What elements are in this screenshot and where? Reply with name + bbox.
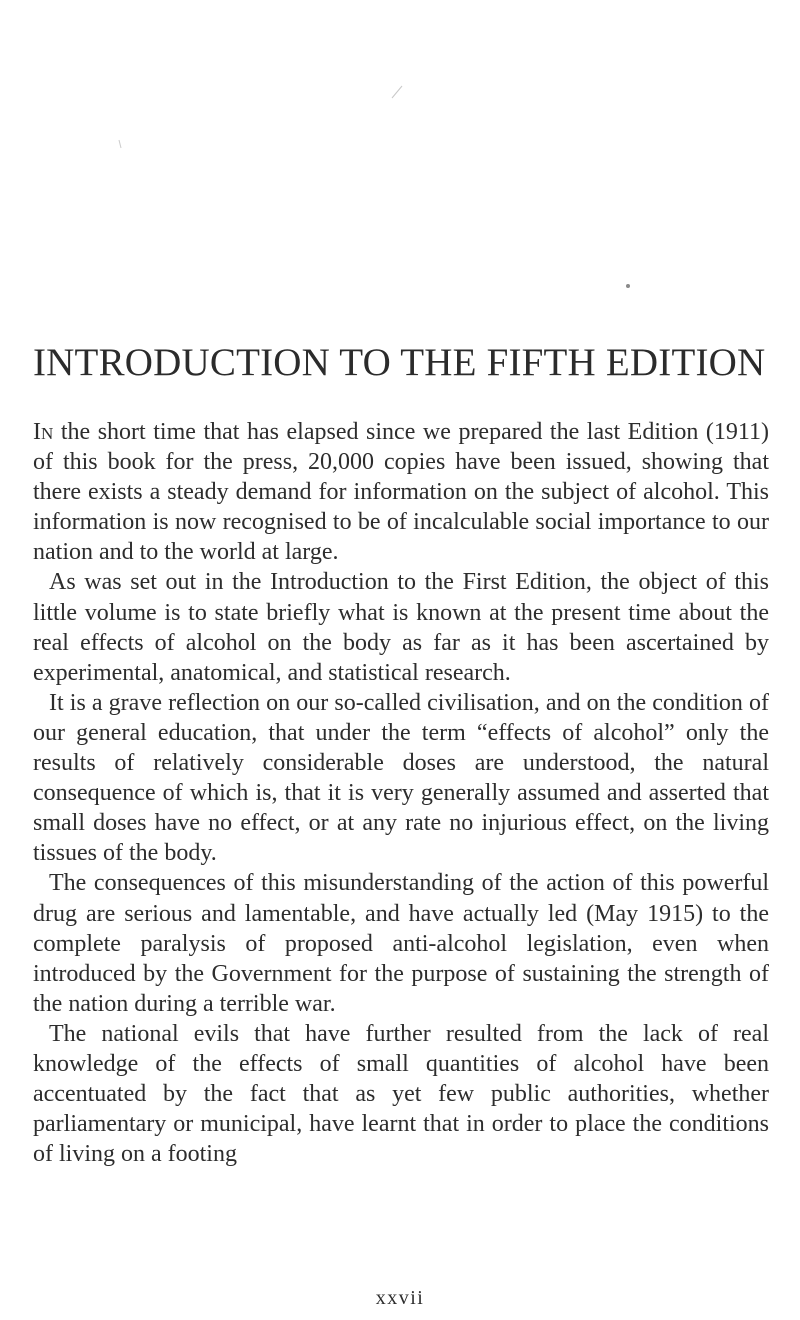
- page-number: xxvii: [375, 1287, 425, 1309]
- ink-speck: [392, 86, 402, 98]
- ink-speck: [119, 140, 121, 148]
- paragraph-5: The national evils that have further resulted from the lack of real knowledge of the effects of small quantities of alcohol have been accentuated by the fact that as yet few public authorities, whether parliamentary or municipal, have learnt that in order to place the conditions of living on a footing: [33, 1020, 769, 1168]
- paragraph-2: As was set out in the Introduction to the First Edition, the object of this little volume is to state briefly what is known at the present time about the real effects of alcohol on the body as far as it has been ascertained by experimental, anatomical, and statistical research.: [33, 569, 769, 686]
- paragraph-3: It is a grave reflection on our so-called civilisation, and on the condition of our general education, that under the term “effects of alcohol” only the results of relatively considerable doses are understood, the natural consequence of which is, that it is very generally assumed and asserted that small doses have no effect, or at any rate no injurious effect, on the living tissues of the body.: [33, 689, 769, 867]
- page-title: INTRODUCTION TO THE FIFTH EDITION: [33, 341, 766, 384]
- ink-speck: [626, 284, 630, 288]
- paragraph-1: [33, 417, 769, 567]
- paragraph-1-text: the short time that has elapsed since we prepared the last Edition (1911) of this book for the press, 20,000 copies have been issued, showing that there exists a steady demand for information on the subject of alcohol. This information is now recognised to be of incalculable social importance to our nation and to the world at large.: [33, 419, 769, 566]
- paragraph-4: The consequences of this misunderstanding of the action of this powerful drug are serious and lamentable, and have actually led (May 1915) to the complete paralysis of proposed anti-alcohol legislation, even when introduced by the Government for the purpose of sustaining the strength of the nation during a terrible war.: [33, 870, 769, 1017]
- body-text: [33, 417, 769, 1169]
- opening-words: In: [33, 419, 54, 445]
